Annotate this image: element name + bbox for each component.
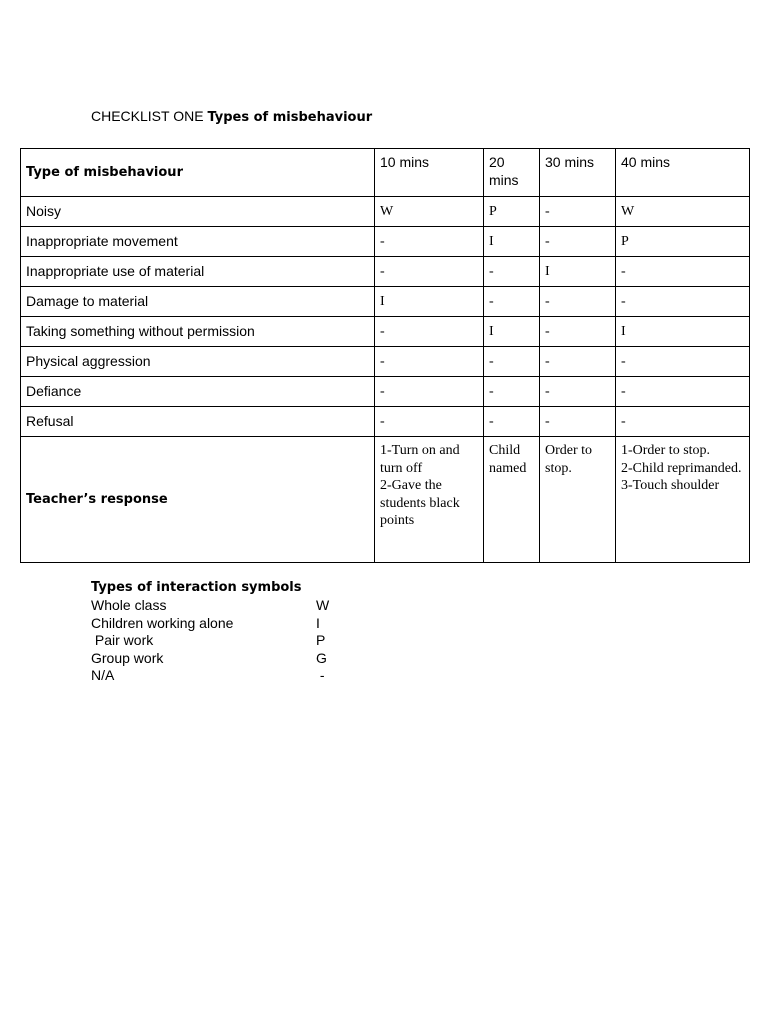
table-row [21, 347, 750, 377]
cell-value: W [375, 197, 484, 227]
cell-value: - [540, 347, 616, 377]
cell-value: - [616, 407, 750, 437]
table-row [21, 407, 750, 437]
legend-item-label: Children working alone [91, 614, 234, 631]
cell-value: - [540, 227, 616, 257]
cell-value: - [616, 287, 750, 317]
cell-value: I [616, 317, 750, 347]
cell-value: - [484, 287, 540, 317]
legend-item [91, 615, 351, 633]
cell-value: - [540, 377, 616, 407]
cell-value: - [484, 257, 540, 287]
cell-value: - [375, 347, 484, 377]
row-label: Inappropriate movement [21, 227, 375, 257]
cell-value: I [540, 257, 616, 287]
table-row [21, 197, 750, 227]
response-line: 1-Turn on and turn off [380, 443, 460, 476]
legend-item-symbol: W [316, 597, 330, 613]
cell-value: - [540, 287, 616, 317]
legend-item-label: Pair work [91, 632, 154, 649]
cell-value: - [484, 347, 540, 377]
legend-item-symbol: G [316, 649, 327, 666]
response-line: 3-Touch shoulder [621, 478, 720, 493]
response-line: 2-Gave the students black points [380, 478, 460, 528]
legend-item [91, 650, 351, 668]
legend-item-symbol: - [316, 667, 325, 684]
column-header-30-mins: 30 mins [540, 149, 616, 197]
table-row [21, 377, 750, 407]
response-line: Child named [489, 443, 527, 476]
header-type-of-misbehaviour: Type of misbehaviour [21, 149, 375, 197]
cell-value: - [375, 317, 484, 347]
legend-item-symbol: P [316, 632, 326, 649]
cell-value: - [375, 377, 484, 407]
cell-value: P [616, 227, 750, 257]
cell-value: - [375, 257, 484, 287]
checklist-heading [91, 108, 372, 125]
cell-value: I [375, 287, 484, 317]
response-line: 2-Child reprimanded. [621, 460, 742, 476]
legend-item [91, 597, 351, 615]
misbehaviour-checklist-table [20, 148, 750, 563]
table-row [21, 227, 750, 257]
cell-value: - [375, 227, 484, 257]
cell-value: - [540, 407, 616, 437]
response-line: 1-Order to stop. [621, 443, 711, 458]
cell-value: - [616, 377, 750, 407]
teachers-response-label: Teacher’s response [21, 437, 375, 563]
legend-item-label: N/A [91, 667, 115, 684]
legend-item [91, 667, 351, 685]
response-cell-20-mins [484, 437, 540, 563]
table-header-row [21, 149, 750, 197]
row-label: Refusal [21, 407, 375, 437]
row-label: Damage to material [21, 287, 375, 317]
heading-title-bold: Types of misbehaviour [207, 110, 373, 125]
row-label: Physical aggression [21, 347, 375, 377]
table-row [21, 287, 750, 317]
cell-value: W [616, 197, 750, 227]
cell-value: - [540, 197, 616, 227]
legend-item-symbol: I [316, 614, 320, 631]
legend-item [91, 632, 351, 650]
cell-value: - [375, 407, 484, 437]
table-row [21, 257, 750, 287]
legend-item-label: Whole class [91, 597, 167, 613]
row-label: Inappropriate use of material [21, 257, 375, 287]
response-cell-30-mins [540, 437, 616, 563]
cell-value: - [540, 317, 616, 347]
legend-item-label: Group work [91, 649, 164, 666]
heading-prefix: CHECKLIST ONE [91, 108, 208, 124]
cell-value: I [484, 227, 540, 257]
column-header-20-mins: 20 mins [484, 149, 540, 197]
legend-title: Types of interaction symbols [91, 580, 302, 595]
row-label: Defiance [21, 377, 375, 407]
response-line: Order to stop. [545, 443, 593, 476]
cell-value: P [484, 197, 540, 227]
table-row [21, 317, 750, 347]
response-cell-40-mins [616, 437, 750, 563]
interaction-symbols-legend [91, 579, 351, 685]
cell-value: - [484, 407, 540, 437]
row-label: Noisy [21, 197, 375, 227]
column-header-40-mins: 40 mins [616, 149, 750, 197]
teachers-response-row [21, 437, 750, 563]
cell-value: - [616, 347, 750, 377]
column-header-10-mins: 10 mins [375, 149, 484, 197]
cell-value: - [616, 257, 750, 287]
row-label: Taking something without permission [21, 317, 375, 347]
cell-value: I [484, 317, 540, 347]
response-cell-10-mins [375, 437, 484, 563]
cell-value: - [484, 377, 540, 407]
